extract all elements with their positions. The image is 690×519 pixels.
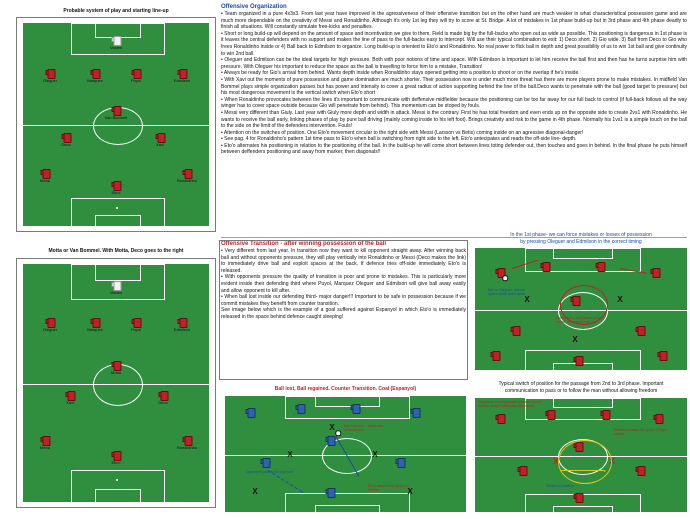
player-shirt (491, 351, 500, 359)
player-shirt (326, 488, 335, 496)
player-shirt (183, 436, 192, 444)
opponent-marker: X (372, 450, 378, 459)
player-label: Valdes (110, 45, 122, 50)
player-shirt (183, 169, 192, 177)
offensive-transition-title: Offensive Transition - after winning possession of the ball (221, 241, 387, 247)
player-shirt (261, 458, 270, 466)
player-shirt (351, 404, 360, 412)
paragraph: See image below which is the example of a goal suffered against Espanyol in which Eto'o is immediately released in the space behind defence caught sleeping! (221, 307, 466, 320)
player-label: Marquez (87, 327, 103, 332)
player-shirt (112, 106, 121, 114)
player-shirt (574, 493, 583, 501)
offensive-transition-frame (219, 240, 468, 380)
figure4-note-1: Opponent pushed in own half (246, 470, 293, 474)
player-shirt (132, 69, 141, 77)
figure5-note-2: Edmilson inside the game / Puyol covers (614, 428, 668, 437)
player-label: Xavi (66, 400, 74, 405)
figure4-note-3: Eto'o attacks the space in behind (368, 484, 409, 493)
figure1-caption: Probable system of play and starting line-up (63, 8, 169, 14)
figure5-note-3: Switch of position (546, 484, 574, 488)
player-label: Ronaldinho (176, 178, 198, 183)
player-label: Xavi (156, 142, 164, 147)
player-shirt (511, 326, 520, 334)
player-label: Eto'o (111, 460, 121, 465)
opponent-marker: X (407, 487, 413, 496)
figure5-caption-line2: communication to pass or to follow the man without allowing freedom (504, 388, 658, 394)
player-shirt (596, 262, 605, 270)
figure3-caption-line1: In the 1st phase- we can force mistakes or losses of possession (510, 232, 652, 238)
player-shirt (46, 69, 55, 77)
player-shirt (91, 69, 100, 77)
figure4-note-2: Ball lost here - immediate vertical pass (344, 424, 385, 433)
figure4-caption: Ball lost, Ball regained. Counter Transition. Coal (Espanyol) (274, 386, 417, 392)
figure3-note-2: Ball to Oleguer- reduce space while ball travels (488, 288, 525, 297)
player-shirt (112, 36, 121, 44)
opponent-marker: X (617, 295, 623, 304)
opponent-marker: X (524, 295, 530, 304)
player-shirt (41, 169, 50, 177)
player-shirt (178, 318, 187, 326)
figure2-caption: Motta or Van Bommel. With Motta, Deco goes to the right (48, 248, 184, 254)
player-label: Marquez (87, 78, 103, 83)
player-shirt (574, 356, 583, 364)
paragraph: • Eto'o alternates his positioning in relation to the positioning of the ball. In the build-up he will come short between lines toting defender out, then touches and goes in behind. In the final phase he puts himself between deffenders positioning and away from marker, then diagonals!! (221, 142, 687, 156)
player-label: Puyol (130, 78, 142, 83)
opponent-marker: X (252, 487, 258, 496)
offensive-organization-body (221, 11, 687, 156)
player-shirt (658, 351, 667, 359)
player-shirt (518, 466, 527, 474)
player-label: Eto'o (111, 190, 121, 195)
player-shirt (41, 436, 50, 444)
player-label: Oleguer (42, 327, 58, 332)
player-shirt (112, 451, 121, 459)
paragraph: • Messi very different than Giuly. Last year with Giuly more depth and width in attack. Messi is the contrary. First he has total freedom and even ends up on the opposite side to create 2vs1 with Ronaldinho. He wants to receive the ball early, linking phases of play by pure ball driving (mainly coming inside to his left foot). Brings creativity and risk to the game in 4th phase. Normally his 1vs1 is a simple touch on the ball to the side on the limit of the defenders intervention. Fouls! (221, 109, 687, 130)
player-shirt (496, 414, 505, 422)
player-shirt (654, 414, 663, 422)
player-shirt (541, 262, 550, 270)
player-shirt (651, 268, 660, 276)
offensive-organization-panel (221, 4, 687, 156)
paragraph: • With opponents pressure the quality of transition is poor and prone to mistakes. This is particularly more evident inside their defending third where Puyol, Marquez Oleguer and Edmilson will give ball away easily and allow opponent to kill after. (221, 274, 466, 294)
player-shirt (296, 404, 305, 412)
player-shirt (62, 133, 71, 141)
player-shirt (112, 281, 121, 289)
player-shirt (66, 391, 75, 399)
player-label: Oleguer (42, 78, 58, 83)
player-shirt (546, 410, 555, 418)
player-shirt (132, 318, 141, 326)
player-shirt (636, 466, 645, 474)
figure3-note-1: Ronaldinho and Messi come inside, full-backs push up (556, 316, 602, 325)
switch-arrow-head (604, 470, 606, 472)
figure5-caption-line1: Typical switch of position for the passage from 2nd to 3rd phase. Important (498, 381, 664, 387)
player-label: Edmilson (173, 327, 191, 332)
player-shirt (601, 410, 610, 418)
paragraph: • Oleguer and Edmilson can be the ideal targets for high pressure. Both with poor notions of time and space. With Edmilson is important to let him receive the ball first and then has he turns surprise him with pressure. With Oleguer his important to reduce the space as the ball is travelling to force him to a mistake, Transition! (221, 57, 687, 70)
figure2-pitch (22, 263, 210, 503)
player-shirt (156, 133, 165, 141)
paragraph: • With Xavi out the moments of pure possession and game domination are much shorter. Their possession now is under much more threat has there are more players prone to make mistakes. In midfield Van Bommel plays simple organization passes but has power and intensity to cover a great radius of action supporting behind the line of the ball.Deco wants to penetrate with the ball (good target to pressure) but his most dangerous movement is the vertical switch when Eto'o short (221, 76, 687, 97)
player-label: Ronaldinho (176, 445, 198, 450)
figure1-pitch (22, 22, 210, 227)
player-shirt (246, 408, 255, 416)
player-shirt (159, 391, 168, 399)
paragraph: • When Ronaldinho provocates between the lines it's important to communicate with deffensive midfielder because the positioning can be too far away for our full back to control (if full-back follows all the way winger has to cover space outside because Gio will penetrate from behind). This momentum can be stoped by fouls. (221, 96, 687, 110)
player-shirt (178, 69, 187, 77)
press-arrow-head (645, 272, 647, 274)
player-shirt (91, 318, 100, 326)
paragraph: • Short or long build-up will depend on the amount of space and incentivation we give to them. Field is made big by the full-backs who open out as wide as possible. This positioning is dangerous in 1st phase is it leaves the central defenders with no support and makes the line of pass to the full-backs easy to intercept. Will use their typical combination to exit: 1) Deco short. 2) Gio wide. 3) Ball from Deco to Gio who frees Ronaldinho inside or 4) Ball back to Edmilson to organize. Long build-up is oriented to Eto'o and Ronaldinho. No real power to flick ball in depth and great possibility of us to win 1st ball and give continuity to win 2nd ball. (221, 30, 687, 57)
paragraph: • Always be ready for Gio's arrival from behind. Wants depth inside when Ronaldinho stays opened getting into a position to shoot or on the overlap if he's inside. (221, 70, 580, 77)
opponent-marker: X (553, 457, 559, 466)
highlight-ring (558, 440, 615, 484)
player-shirt (326, 436, 335, 444)
player-label: Messi (39, 178, 51, 183)
player-label: Deco (61, 142, 71, 147)
player-label: Deco (158, 400, 168, 405)
figure3-caption-line2: by pressing Oleguer and Edmilson in the correct timing (520, 239, 642, 245)
opponent-marker: X (287, 450, 293, 459)
player-shirt (411, 408, 420, 416)
paragraph: • See pag. 4 for Ronaldinho's pattern 1st time pass to Eto'o when ball is switching from right side to the left. Eto'o antecipates and reads the off-side line- depth. (221, 136, 577, 143)
figure5-note-1: Opponent communicates/passes him to another player (diffusely ball below) (478, 400, 542, 409)
switch-arrow (560, 470, 604, 471)
paragraph: • When ball lost inside our defending third- major danger!!! Important to be safe in possession because if we commit mistakes they benefit from counter transition. (221, 294, 466, 307)
player-shirt (112, 361, 121, 369)
opponent-marker: X (329, 423, 335, 432)
ball-marker (502, 275, 508, 281)
player-label: Van Bommel (104, 115, 128, 120)
paragraph: • Team organized in a pure 4x3x3. From last year have improved in the agressiveness of their offensive transition but on the other hand are much weaker in what characteristical possession game and are much more dependable on the creativity of Messi and Ronaldinho. Although it's only 1st leg they will try to score at St. Bridge. A lot of mistakes in 1st phase build-up but in 3rd phase and 4th phase deadly to finish all situations. Will constantly simulate free-kicks and penalties. (221, 11, 687, 31)
player-label: Messi (39, 445, 51, 450)
player-shirt (112, 181, 121, 189)
offensive-organization-title: Offensive Organization (221, 4, 287, 10)
player-shirt (636, 326, 645, 334)
opponent-marker: X (572, 335, 578, 344)
player-label: Valdes (110, 290, 122, 295)
player-label: Edmilson (173, 78, 191, 83)
player-label: Puyol (130, 327, 142, 332)
paragraph: • Attention on the switches of position. One Eto'o movement circular to the right side with Messi (Larsson vs Betis) coming inside on an agressive diagonal-danger! (221, 129, 584, 136)
player-shirt (396, 458, 405, 466)
opponent-marker: X (609, 457, 615, 466)
paragraph: • Very different from last year. In transition now they want to kill opponent straight away. After winning back ball and without opponents pressure, they will play vertically into Ronaldinho or Messi (Deco makes the link) to immediately drive ball and exploit spaces at the back. If defence tries off-side immediately Eto'o is released. (221, 248, 466, 274)
player-shirt (46, 318, 55, 326)
player-label: Motta (110, 370, 122, 375)
